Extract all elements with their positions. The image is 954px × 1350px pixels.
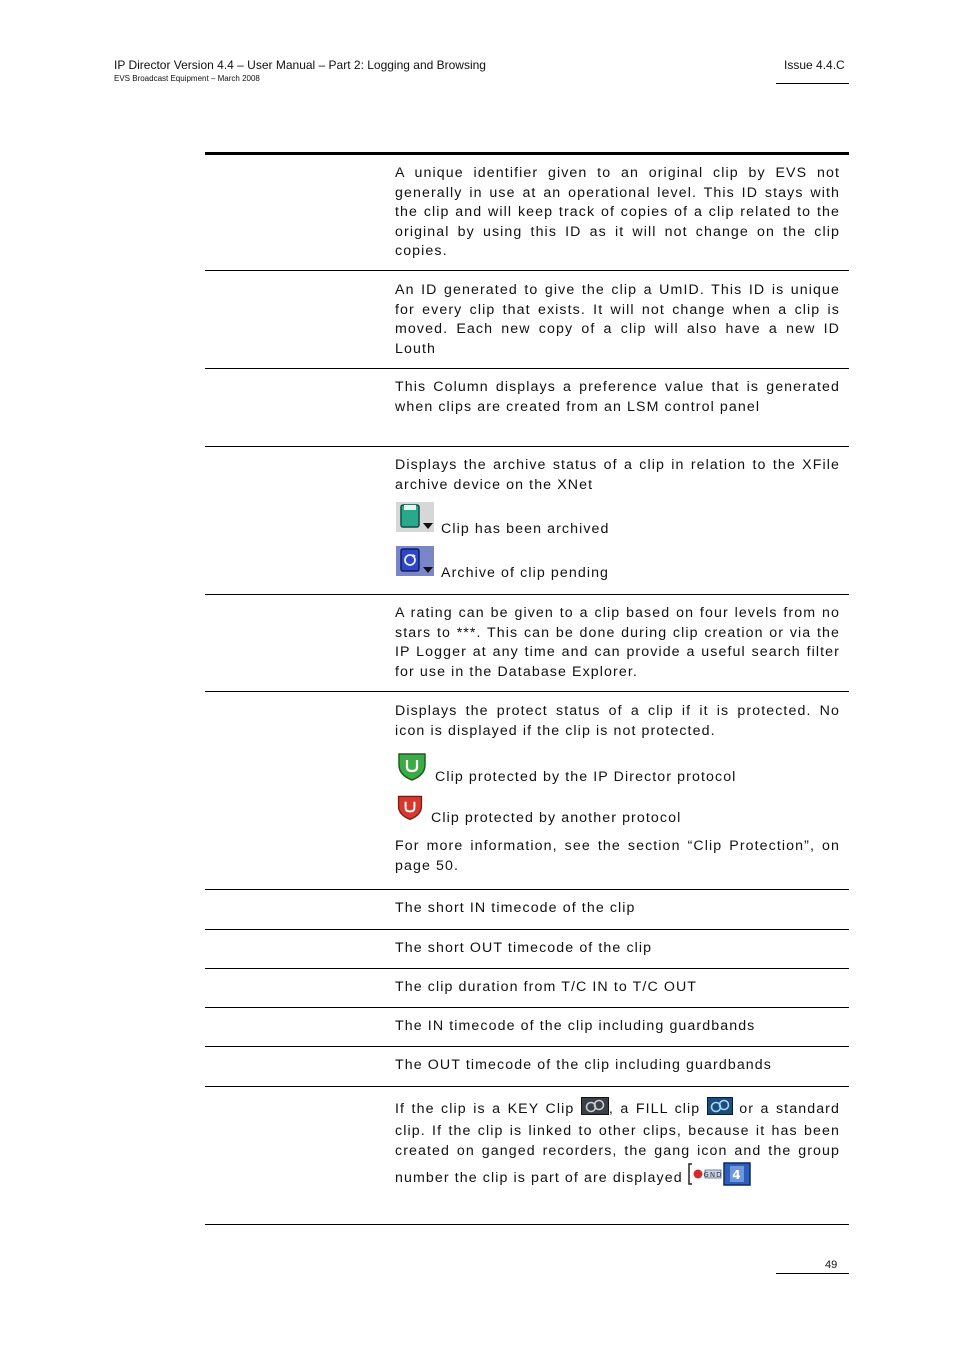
description-text: The OUT timecode of the clip including guardbands bbox=[395, 1057, 772, 1073]
table-row bbox=[205, 692, 849, 890]
row-description bbox=[395, 939, 840, 959]
row-description bbox=[395, 378, 840, 417]
red-shield-icon bbox=[395, 792, 425, 829]
green-shield-icon bbox=[395, 751, 429, 788]
key-clip-text: If the clip is a KEY Clip bbox=[395, 1101, 575, 1117]
header-rule bbox=[776, 83, 849, 84]
archive-pending-label: Archive of clip pending bbox=[441, 564, 610, 581]
table-row bbox=[205, 155, 849, 271]
table-row bbox=[205, 1087, 849, 1225]
description-text: The IN timecode of the clip including guardbands bbox=[395, 1018, 756, 1034]
archived-label: Clip has been archived bbox=[441, 521, 610, 537]
row-description bbox=[395, 604, 840, 682]
table-row bbox=[205, 1047, 849, 1087]
row-description bbox=[395, 164, 840, 262]
protected-ipd-item bbox=[395, 751, 840, 788]
description-text: The clip duration from T/C IN to T/C OUT bbox=[395, 979, 698, 995]
archived-icon bbox=[395, 501, 435, 540]
table-row bbox=[205, 447, 849, 595]
gang-icon bbox=[688, 1161, 752, 1193]
row-description bbox=[395, 1097, 840, 1193]
description-text: The short IN timecode of the clip bbox=[395, 900, 636, 916]
archive-pending-icon bbox=[395, 545, 435, 584]
header-title: IP Director Version 4.4 – User Manual – Part 2: Logging and Browsing bbox=[114, 58, 486, 72]
description-text: A unique identifier given to an original clip by EVS not generally in use at an operational level. This ID stays with the clip and will keep track of copies of a clip related to the original by using this ID as it will not change on the clip copies. bbox=[395, 165, 840, 259]
protected-ipd-label: Clip protected by the IP Director protocol bbox=[435, 769, 737, 785]
table-row bbox=[205, 369, 849, 447]
row-description bbox=[395, 281, 840, 359]
header-issue: Issue 4.4.C bbox=[784, 58, 845, 72]
table-row bbox=[205, 1008, 849, 1047]
archived-item bbox=[395, 501, 840, 540]
description-text: Displays the archive status of a clip in relation to the XFile archive device on the XNet bbox=[395, 457, 840, 493]
description-text: The short OUT timecode of the clip bbox=[395, 940, 653, 956]
gang-number: 4 bbox=[732, 1168, 742, 1182]
svg-text:GND: GND bbox=[703, 1171, 723, 1179]
header-subtitle: EVS Broadcast Equipment – March 2008 bbox=[114, 74, 260, 83]
table-row bbox=[205, 595, 849, 692]
row-description bbox=[395, 978, 840, 998]
row-description bbox=[395, 456, 840, 583]
footer-rule bbox=[776, 1273, 849, 1274]
protection-note: For more information, see the section “Clip Protection”, on page 50. bbox=[395, 838, 840, 874]
protected-other-item bbox=[395, 792, 840, 829]
description-text bbox=[395, 1097, 840, 1193]
row-description bbox=[395, 1056, 840, 1076]
table-row bbox=[205, 930, 849, 969]
fill-clip-icon bbox=[707, 1097, 733, 1121]
description-text: An ID generated to give the clip a UmID. This ID is unique for every clip that exists. It will not change when a clip is moved. Each new copy of a clip will also have a new ID Louth bbox=[395, 282, 840, 357]
protected-other-label: Clip protected by another protocol bbox=[431, 809, 682, 826]
row-description bbox=[395, 899, 840, 919]
table-row bbox=[205, 969, 849, 1008]
archive-pending-item bbox=[395, 545, 840, 584]
key-clip-icon bbox=[581, 1097, 609, 1121]
description-text: Displays the protect status of a clip if it is protected. No icon is displayed if the clip is not protected. bbox=[395, 703, 840, 739]
standard-clip-text: or a standard clip. If the clip is linked to other clips, because it has been created on ganged recorders, the gang icon and the group number the clip is part of are displayed bbox=[395, 1101, 840, 1186]
page-number: 49 bbox=[825, 1259, 838, 1271]
table-row bbox=[205, 271, 849, 369]
row-description bbox=[395, 1017, 840, 1037]
description-text: This Column displays a preference value that is generated when clips are created from an LSM control panel bbox=[395, 379, 840, 415]
fill-clip-text: , a FILL clip bbox=[608, 1101, 701, 1117]
description-text: A rating can be given to a clip based on four levels from no stars to ***. This can be done during clip creation or via the IP Logger at any time and can provide a useful search filter for use in the Database Explorer. bbox=[395, 605, 840, 680]
table-row bbox=[205, 890, 849, 930]
row-description bbox=[395, 702, 840, 876]
